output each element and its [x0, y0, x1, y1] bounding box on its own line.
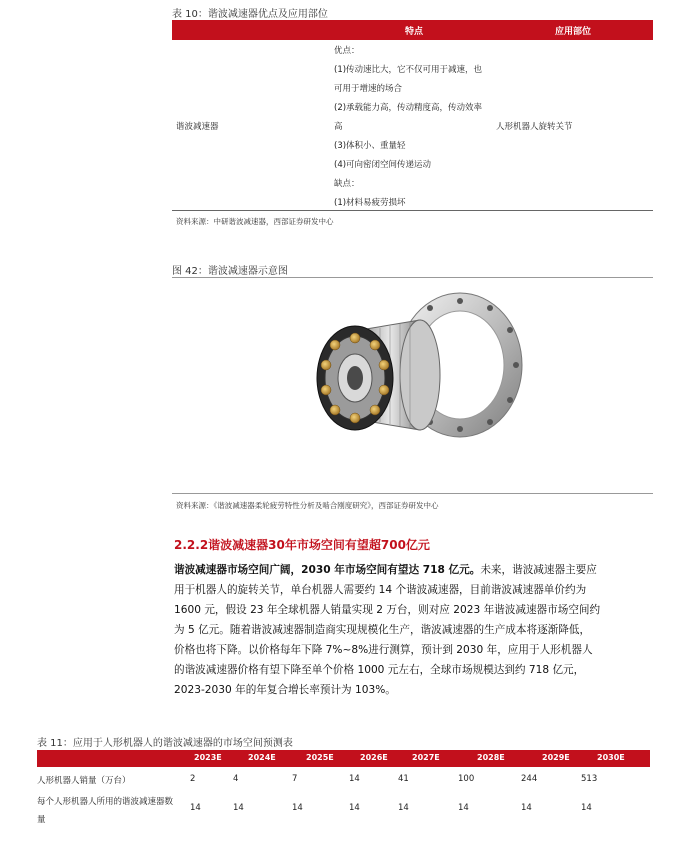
- figure42-top-rule: [172, 277, 653, 278]
- table11-cell: 14: [398, 803, 409, 813]
- table11-cell: 14: [292, 803, 303, 813]
- table11-cell: 14: [233, 803, 244, 813]
- table11-year: 2029E: [542, 753, 570, 762]
- table11-cell: 14: [349, 803, 360, 813]
- section-paragraph: [174, 560, 654, 580]
- table10-caption: 表 10：谐波减速器优点及应用部位: [172, 9, 328, 20]
- table11-year: 2030E: [597, 753, 625, 762]
- table11-cell: 7: [292, 774, 298, 784]
- table11-year: 2027E: [412, 753, 440, 762]
- table11-cell: 4: [233, 774, 239, 784]
- table11-year: 2023E: [194, 753, 222, 762]
- table11-cell: 14: [349, 774, 360, 784]
- table10-feature-line: 可用于增速的场合: [334, 84, 403, 94]
- paragraph-line: 的谐波减速器价格有望下降至单个价格 1000 元左右，全球市场规模达到约 718 亿元，: [174, 664, 585, 676]
- table11-cell: 14: [521, 803, 532, 813]
- table10-feature-line: 优点：: [334, 46, 360, 56]
- table10-header-application: 应用部位: [555, 27, 592, 37]
- table11-cell: 14: [190, 803, 201, 813]
- table10-feature-line: 高: [334, 122, 343, 132]
- table11-caption: 表 11：应用于人形机器人的谐波减速器的市场空间预测表: [37, 738, 293, 749]
- harmonic-reducer-icon: [300, 290, 525, 460]
- table11-cell: 244: [521, 774, 538, 784]
- table10-bottom-rule: [172, 210, 653, 211]
- table10-header: [172, 20, 653, 40]
- table11-cell: 100: [458, 774, 475, 784]
- paragraph-line: 1600 元，假设 23 年全球机器人销量实现 2 万台，则对应 2023 年谐波减速器市场空间约: [174, 604, 601, 616]
- paragraph-line: 价格也将下降。以价格每年下降 7%~8%进行测算，预计到 2030 年，应用于人形机器人: [174, 644, 593, 656]
- paragraph-line: 未来，谐波减速器主要应: [480, 564, 597, 576]
- table10-feature-line: (4)可向密闭空间传递运动: [334, 160, 432, 170]
- section-title: 2.2.2谐波减速器30年市场空间有望超700亿元: [174, 538, 430, 552]
- table10-feature-line: (1)传动速比大，它不仅可用于减速，也: [334, 65, 483, 75]
- table11-row-label: 每个人形机器人所用的谐波减速器数: [37, 797, 174, 807]
- table10-source: 资料来源：中研谐波减速器，西部证券研发中心: [176, 217, 334, 226]
- table11-header: [37, 750, 650, 767]
- paragraph-line: 2023-2030 年的年复合增长率预计为 103%。: [174, 684, 396, 696]
- paragraph-line: 用于机器人的旋转关节，单台机器人需要约 14 个谐波减速器，目前谐波减速器单价约为: [174, 584, 587, 596]
- table10-feature-line: 缺点：: [334, 179, 360, 189]
- table10-feature-line: (3)体积小、重量轻: [334, 141, 406, 151]
- table11-year: 2025E: [306, 753, 334, 762]
- table11-year: 2024E: [248, 753, 276, 762]
- table11-cell: 14: [458, 803, 469, 813]
- table10-application: 人形机器人旋转关节: [496, 122, 573, 132]
- harmonic-reducer-illustration: [300, 290, 525, 460]
- table10-feature-line: (2)承载能力高，传动精度高，传动效率: [334, 103, 483, 113]
- table11-cell: 513: [581, 774, 598, 784]
- section-lead: 谐波减速器市场空间广阔，2030 年市场空间有望达 718 亿元。: [174, 564, 481, 576]
- paragraph-line: 为 5 亿元。随着谐波减速器制造商实现规模化生产，谐波减速器的生产成本将逐渐降低，: [174, 624, 591, 636]
- table11-row-label: 人形机器人销量（万台）: [37, 776, 131, 786]
- figure42-source: 资料来源：《谐波减速器柔轮疲劳特性分析及啮合刚度研究》，西部证券研发中心: [176, 501, 439, 510]
- table11-cell: 14: [581, 803, 592, 813]
- table10-row-name: 谐波减速器: [176, 122, 219, 132]
- figure42-caption: 图 42：谐波减速器示意图: [172, 266, 288, 277]
- table11-year: 2026E: [360, 753, 388, 762]
- table10-feature-line: (1)材料易疲劳损坏: [334, 198, 406, 208]
- table11-cell: 2: [190, 774, 196, 784]
- figure42-bottom-rule: [172, 493, 653, 494]
- table11-year: 2028E: [477, 753, 505, 762]
- table11-row-label-cont: 量: [37, 815, 46, 825]
- table11-cell: 41: [398, 774, 409, 784]
- table10-header-features: 特点: [405, 27, 424, 37]
